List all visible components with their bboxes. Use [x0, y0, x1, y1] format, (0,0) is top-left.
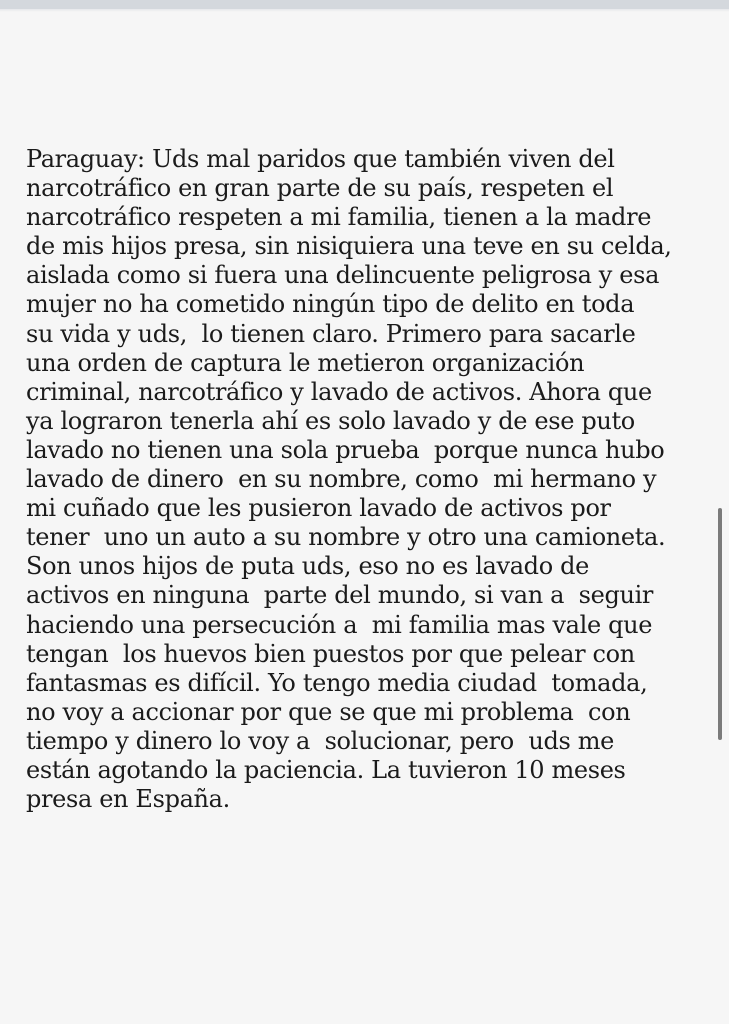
top-edge-bar [0, 0, 729, 9]
text-line: lavado no tienen una sola prueba porque nunca hubo [26, 435, 665, 464]
text-line: narcotráfico respeten a mi familia, tienen a la madre [26, 203, 652, 232]
text-line: aislada como si fuera una delincuente peligrosa y esa [26, 261, 660, 290]
text-line: no voy a accionar por que se que mi problema con [26, 697, 631, 726]
text-line: Paraguay: Uds mal paridos que también viven del [26, 145, 615, 173]
text-line: su vida y uds, lo tienen claro. Primero para sacarle [26, 319, 636, 348]
text-line: mujer no ha cometido ningún tipo de delito en toda [26, 290, 635, 319]
text-line: fantasmas es difícil. Yo tengo media ciudad tomada, [26, 668, 648, 697]
text-line: mi cuñado que les pusieron lavado de activos por [26, 494, 611, 523]
text-line: lavado de dinero en su nombre, como mi hermano y [26, 465, 657, 494]
text-line: de mis hijos presa, sin nisiquiera una teve en su celda, [26, 232, 672, 261]
vertical-scrollbar[interactable] [718, 508, 722, 740]
message-text-block [26, 145, 726, 814]
text-line: Son unos hijos de puta uds, eso no es lavado de [26, 552, 589, 581]
text-line: tengan los huevos bien puestos por que pelear con [26, 639, 635, 668]
text-line: tiempo y dinero lo voy a solucionar, pero uds me [26, 726, 614, 755]
text-line: ya lograron tenerla ahí es solo lavado y de ese puto [26, 406, 635, 435]
text-line: tener uno un auto a su nombre y otro una camioneta. [26, 523, 666, 552]
text-line: están agotando la paciencia. La tuvieron 10 meses [26, 755, 626, 784]
text-line: presa en España. [26, 785, 230, 814]
top-edge-shadow [0, 9, 729, 12]
text-line: una orden de captura le metieron organización [26, 348, 585, 377]
text-line: haciendo una persecución a mi familia mas vale que [26, 610, 653, 639]
text-line: criminal, narcotráfico y lavado de activos. Ahora que [26, 377, 652, 406]
text-line: activos en ninguna parte del mundo, si van a seguir [26, 581, 654, 610]
text-line: narcotráfico en gran parte de su país, respeten el [26, 174, 614, 203]
